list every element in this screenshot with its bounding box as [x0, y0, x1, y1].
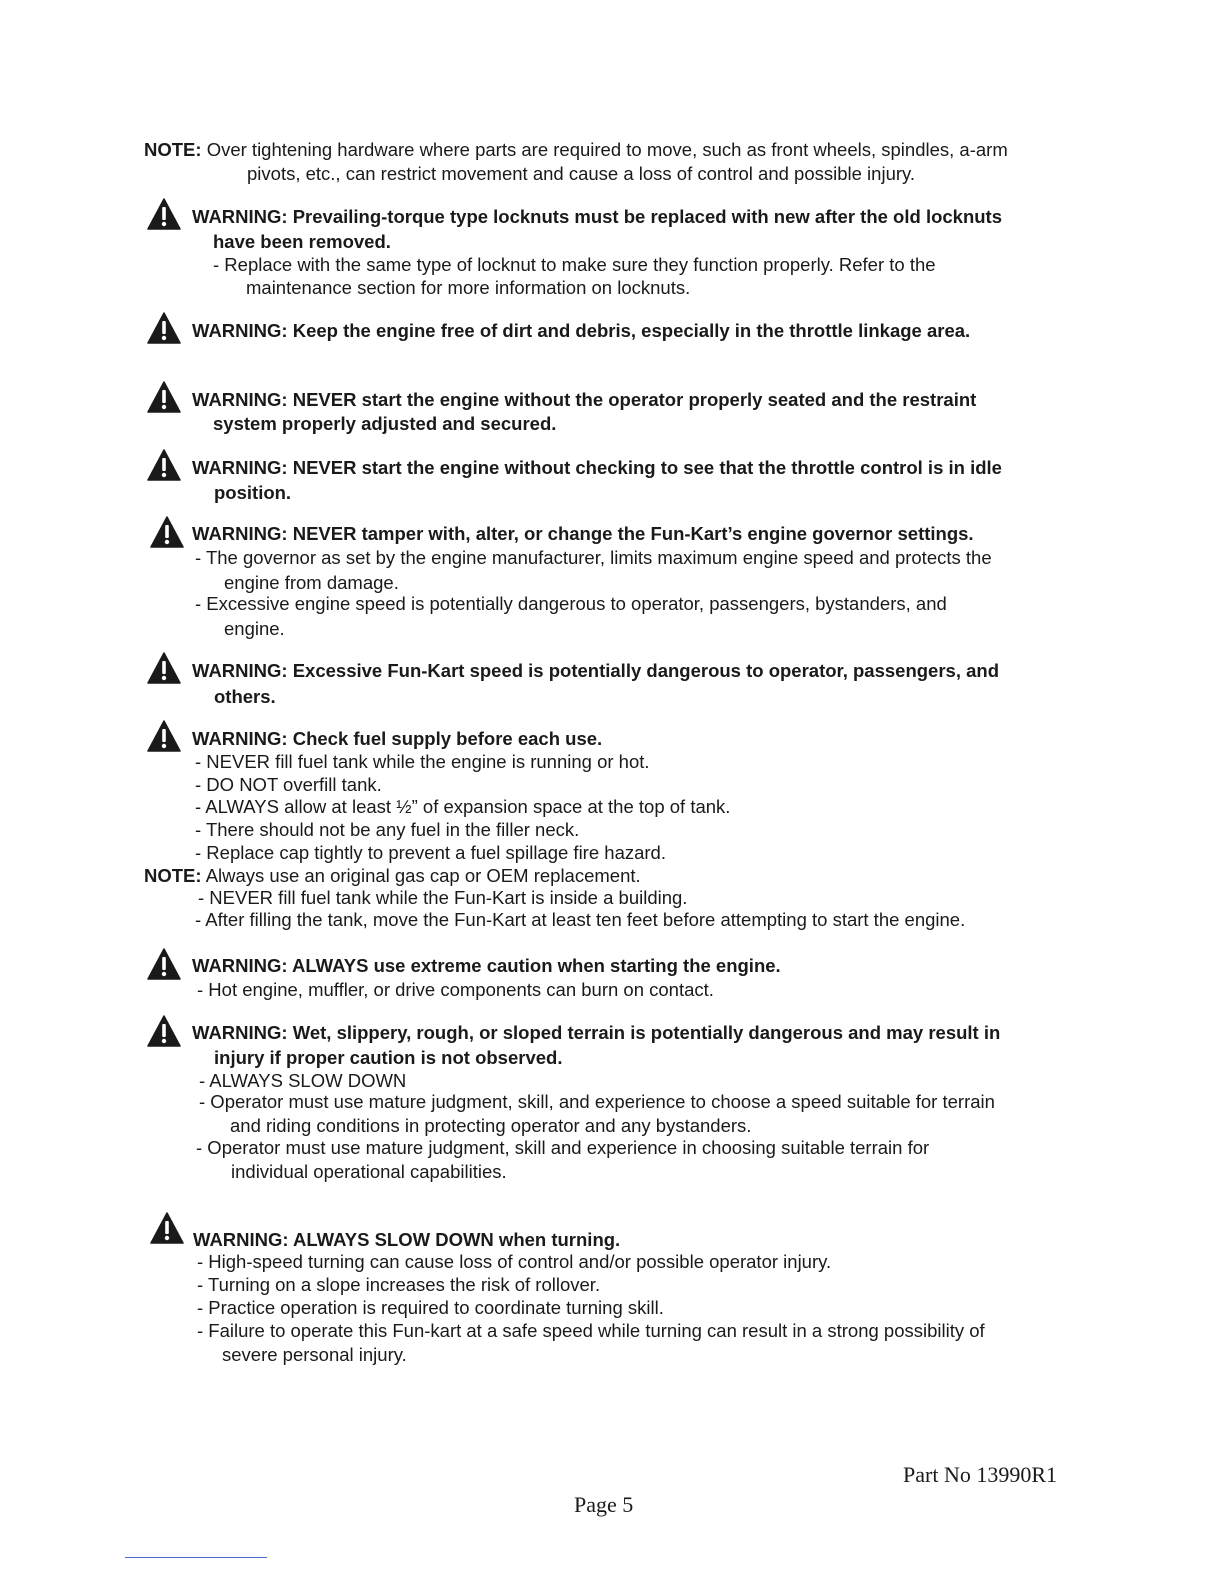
- footer-rule: [125, 1557, 267, 1558]
- warning-triangle-icon: [147, 948, 181, 980]
- bullet-hot-engine: - Hot engine, muffler, or drive components can burn on contact.: [197, 979, 714, 1000]
- bullet-overfill: - DO NOT overfill tank.: [195, 774, 382, 795]
- warning-terrain-2: injury if proper caution is not observed.: [214, 1047, 563, 1068]
- bullet-slow-down: - ALWAYS SLOW DOWN: [199, 1070, 407, 1091]
- note-gas-cap: [144, 864, 641, 888]
- warning-triangle-icon: [147, 312, 181, 344]
- bullet-mature-judgment-terrain-2: individual operational capabilities.: [231, 1161, 507, 1182]
- page-number: Page 5: [574, 1492, 634, 1517]
- bullet-move-ten-feet: - After filling the tank, move the Fun-Kart at least ten feet before attempting to start the engine.: [195, 909, 966, 930]
- bullet-mature-judgment-speed-2: and riding conditions in protecting operator and any bystanders.: [230, 1115, 752, 1136]
- warning-throttle-idle: WARNING: NEVER start the engine without checking to see that the throttle control is in idle: [192, 457, 1002, 478]
- bullet-governor: - The governor as set by the engine manufacturer, limits maximum engine speed and protects the: [195, 547, 992, 568]
- note-overtightening: [144, 138, 1008, 162]
- note-text: Over tightening hardware where parts are required to move, such as front wheels, spindles, a-arm: [206, 139, 1008, 160]
- warning-operator-seated-2: system properly adjusted and secured.: [213, 413, 557, 434]
- bullet-mature-judgment-speed: - Operator must use mature judgment, skill, and experience to choose a speed suitable for terrain: [199, 1091, 995, 1112]
- bullet-excessive-speed-2: engine.: [224, 618, 285, 639]
- warning-fuel-supply: WARNING: Check fuel supply before each use.: [192, 728, 603, 749]
- warning-triangle-icon: [147, 652, 181, 684]
- bullet-safe-speed-2: severe personal injury.: [222, 1344, 407, 1365]
- warning-slow-turning: WARNING: ALWAYS SLOW DOWN when turning.: [193, 1229, 621, 1250]
- note-text: Always use an original gas cap or OEM replacement.: [205, 865, 641, 886]
- bullet-replace-locknut-2: maintenance section for more information on locknuts.: [246, 277, 691, 298]
- note-label: NOTE:: [144, 865, 202, 886]
- note-line-2: pivots, etc., can restrict movement and cause a loss of control and possible injury.: [247, 163, 916, 184]
- warning-kart-speed-2: others.: [214, 686, 276, 707]
- warning-triangle-icon: [150, 516, 184, 548]
- warning-triangle-icon: [147, 198, 181, 230]
- bullet-expansion-space: - ALWAYS allow at least ½” of expansion space at the top of tank.: [195, 796, 731, 817]
- bullet-safe-speed: - Failure to operate this Fun-kart at a safe speed while turning can result in a strong possibility of: [197, 1320, 985, 1341]
- bullet-high-speed-turning: - High-speed turning can cause loss of control and/or possible operator injury.: [197, 1251, 832, 1272]
- warning-triangle-icon: [150, 1212, 184, 1244]
- bullet-slope-rollover: - Turning on a slope increases the risk of rollover.: [197, 1274, 601, 1295]
- warning-triangle-icon: [147, 720, 181, 752]
- bullet-fuel-hot: - NEVER fill fuel tank while the engine is running or hot.: [195, 751, 650, 772]
- warning-triangle-icon: [147, 449, 181, 481]
- bullet-mature-judgment-terrain: - Operator must use mature judgment, skill and experience in choosing suitable terrain for: [196, 1137, 930, 1158]
- warning-terrain: WARNING: Wet, slippery, rough, or sloped terrain is potentially dangerous and may result in: [192, 1022, 1001, 1043]
- warning-dirt-debris: WARNING: Keep the engine free of dirt and debris, especially in the throttle linkage area.: [192, 320, 971, 341]
- bullet-practice-operation: - Practice operation is required to coordinate turning skill.: [197, 1297, 664, 1318]
- note-label: NOTE:: [144, 139, 202, 160]
- bullet-replace-cap: - Replace cap tightly to prevent a fuel spillage fire hazard.: [195, 842, 666, 863]
- warning-starting-engine: WARNING: ALWAYS use extreme caution when starting the engine.: [192, 955, 781, 976]
- warning-triangle-icon: [147, 381, 181, 413]
- warning-locknuts-heading: WARNING: Prevailing-torque type locknuts must be replaced with new after the old locknuts: [192, 206, 1003, 227]
- bullet-excessive-speed: - Excessive engine speed is potentially dangerous to operator, passengers, bystanders, and: [195, 593, 947, 614]
- warning-governor-settings: WARNING: NEVER tamper with, alter, or change the Fun-Kart’s engine governor settings.: [192, 523, 974, 544]
- warning-throttle-idle-2: position.: [214, 482, 292, 503]
- bullet-replace-locknut: - Replace with the same type of locknut to make sure they function properly. Refer to the: [213, 254, 936, 275]
- bullet-filler-neck: - There should not be any fuel in the filler neck.: [195, 819, 580, 840]
- bullet-governor-2: engine from damage.: [224, 572, 399, 593]
- warning-kart-speed: WARNING: Excessive Fun-Kart speed is potentially dangerous to operator, passengers, and: [192, 660, 999, 681]
- part-number: Part No 13990R1: [903, 1462, 1057, 1487]
- warning-locknuts-heading-2: have been removed.: [213, 231, 391, 252]
- bullet-inside-building: - NEVER fill fuel tank while the Fun-Kart is inside a building.: [198, 887, 688, 908]
- warning-triangle-icon: [147, 1015, 181, 1047]
- warning-operator-seated: WARNING: NEVER start the engine without the operator properly seated and the restraint: [192, 389, 977, 410]
